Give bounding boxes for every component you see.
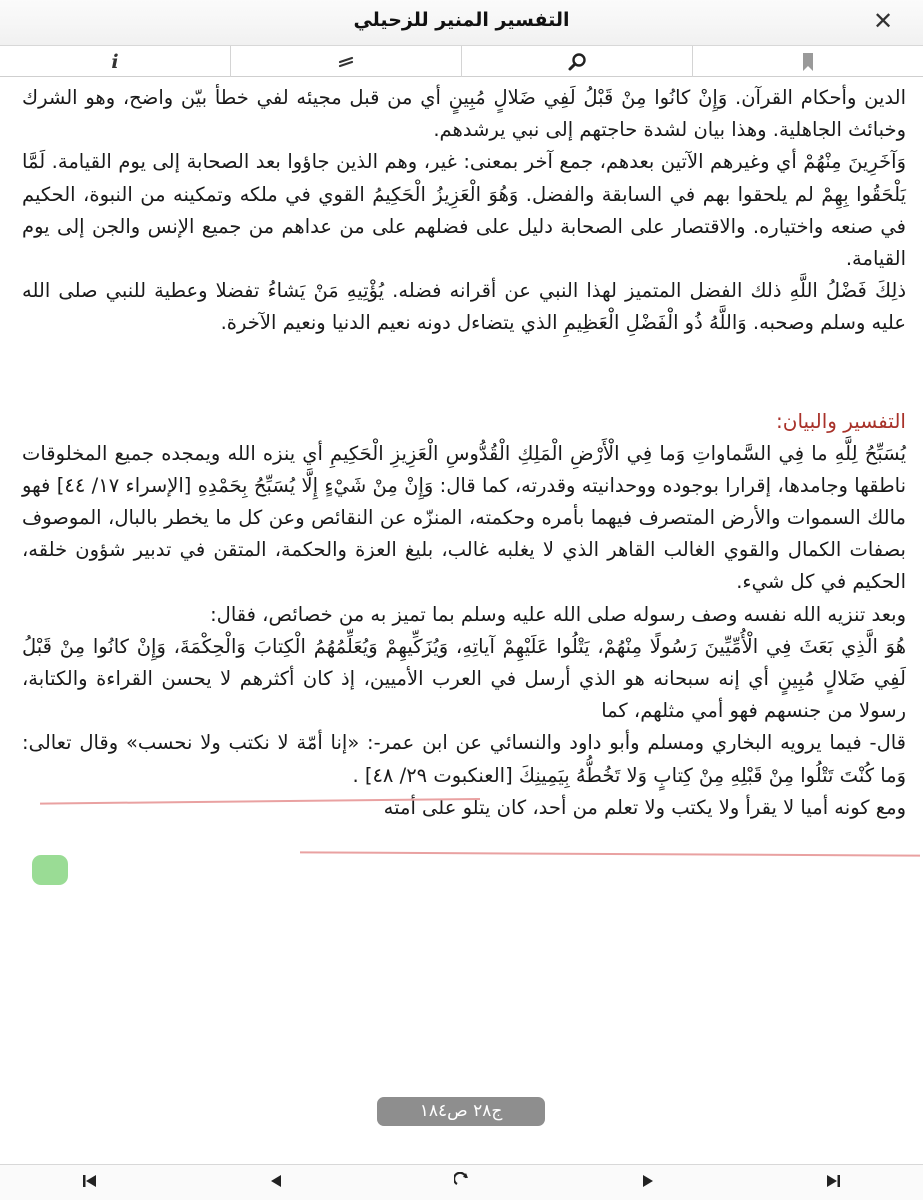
close-icon[interactable]: ✕ xyxy=(872,7,894,35)
paragraph: يُسَبِّحُ لِلَّهِ ما فِي السَّماواتِ وَما فِي الْأَرْضِ الْمَلِكِ الْقُدُّوسِ الْعَزِيزِ الْحَكِيمِ أي ينزه الله ويمجده جميع المخلوقات ناطقها وجامدها، إقرارا بوجوده ووحدانيته وقدرته، كما قال: وَإِنْ مِنْ شَيْءٍ إِلَّا يُسَبِّحُ بِحَمْدِهِ [الإسراء ١٧/ ٤٤] فهو مالك السموات والأرض المتصرف فيهما بأمره وحكمته، المنزّه عن النقائص وعن كل ما يخطر بالبال، الموصوف بصفات الكمال والقوي الغالب القاهر الذي لا يغلبه غالب، بليغ العزة والحكمة، المتقن في تدبير شؤون خلقه، الحكيم في كل شيء. xyxy=(22,441,906,594)
paragraph: ومع كونه أميا لا يقرأ ولا يكتب ولا تعلم من أحد، كان يتلو على أمته xyxy=(383,795,906,819)
paragraph: الدين وأحكام القرآن. وَإِنْ كانُوا مِنْ قَبْلُ لَفِي ضَلالٍ مُبِينٍ أي من قبل مجيئه لفي خطأ بيّن واضح، وهو الشرك وخبائث الجاهلية. وهذا بيان لشدة حاجتهم إلى نبي يرشدهم. xyxy=(22,86,906,142)
page-content xyxy=(22,82,906,824)
app-title: التفسير المنير للزحيلي xyxy=(353,9,570,31)
bookmark-icon xyxy=(801,52,815,72)
tashkeel-button[interactable] xyxy=(231,46,462,77)
tashkeel-icon xyxy=(337,53,355,71)
paragraph: وبعد تنزيه الله نفسه وصف رسوله صلى الله عليه وسلم بما تميز به من خصائص، فقال: xyxy=(210,602,906,626)
bottom-navigation xyxy=(0,1164,923,1200)
skip-to-start-icon[interactable] xyxy=(75,1169,105,1197)
page-indicator[interactable]: ج٢٨ ص١٨٤ xyxy=(377,1097,545,1126)
previous-icon[interactable] xyxy=(261,1169,291,1197)
skip-to-end-icon[interactable] xyxy=(818,1169,848,1197)
info-icon: i xyxy=(111,50,119,73)
title-bar xyxy=(0,0,923,46)
next-icon[interactable] xyxy=(633,1169,663,1197)
search-button[interactable] xyxy=(462,46,693,77)
bookmark-button[interactable] xyxy=(693,46,923,77)
paragraph: ذلِكَ فَضْلُ اللَّهِ ذلك الفضل المتميز لهذا النبي عن أقرانه فضله. يُؤْتِيهِ مَنْ يَشاءُ تفضلا وعطية للنبي صلى الله عليه وسلم وصحبه. وَاللَّهُ ذُو الْفَضْلِ الْعَظِيمِ الذي يتضاءل دونه نعيم الدنيا ونعيم الآخرة. xyxy=(22,279,906,335)
section-heading: التفسير والبيان: xyxy=(776,408,906,433)
redo-icon[interactable] xyxy=(447,1169,477,1197)
paragraph: قال- فيما يرويه البخاري ومسلم وأبو داود والنسائي عن ابن عمر-: «إنا أمّة لا نكتب ولا نحسب» وقال تعالى: وَما كُنْتَ تَتْلُوا مِنْ قَبْلِهِ مِنْ كِتابٍ وَلا تَخُطُّهُ بِيَمِينِكَ [العنكبوت ٢٩/ ٤٨] . xyxy=(22,731,906,787)
info-button[interactable] xyxy=(0,46,231,77)
paragraph: وَآخَرِينَ مِنْهُمْ أي وغيرهم الآتين بعدهم، جمع آخر بمعنى: غير، وهم الذين جاؤوا بعد الصحابة إلى يوم القيامة. لَمَّا يَلْحَقُوا بِهِمْ لم يلحقوا بهم في السابقة والفضل. وَهُوَ الْعَزِيزُ الْحَكِيمُ القوي في ملكه وتمكينه من النبوة، الحكيم في صنعه واختياره. والاقتصار على الصحابة دليل على فضلهم على من عداهم من جميع الإنس والجن إلى يوم القيامة. xyxy=(22,150,906,271)
highlight-marker[interactable] xyxy=(32,855,68,885)
spacer xyxy=(22,340,906,404)
search-icon xyxy=(567,52,587,72)
toolbar xyxy=(0,46,923,77)
annotation-underline xyxy=(300,851,920,856)
paragraph: هُوَ الَّذِي بَعَثَ فِي الْأُمِّيِّينَ رَسُولًا مِنْهُمْ، يَتْلُوا عَلَيْهِمْ آياتِهِ، وَيُزَكِّيهِمْ وَيُعَلِّمُهُمُ الْكِتابَ وَالْحِكْمَةَ، وَإِنْ كانُوا مِنْ قَبْلُ لَفِي ضَلالٍ مُبِينٍ أي إنه سبحانه هو الذي أرسل في العرب الأميين، إذ كان أكثرهم لا يحسن القراءة والكتابة، رسولا من جنسهم فهو أمي مثلهم، كما xyxy=(22,634,906,723)
